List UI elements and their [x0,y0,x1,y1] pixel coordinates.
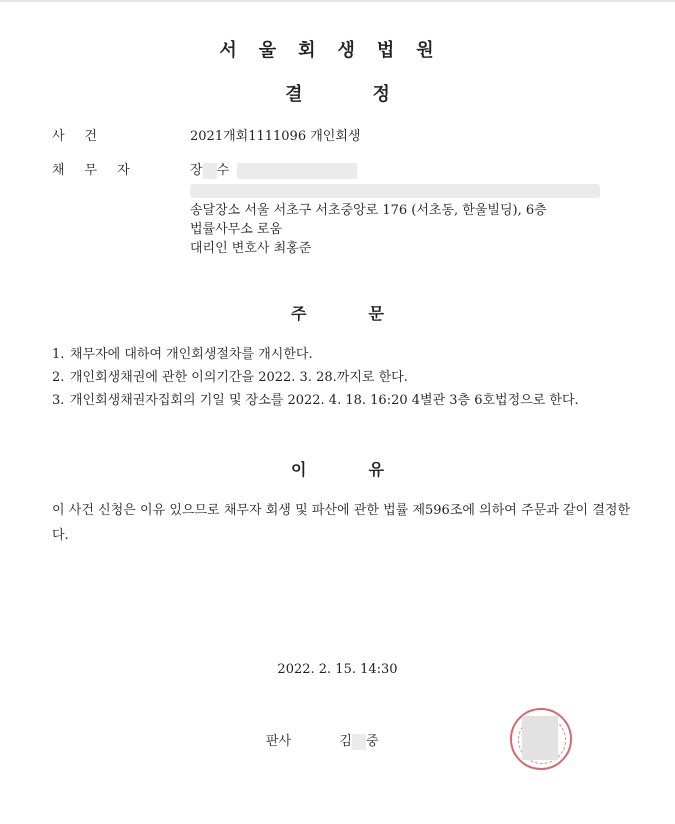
reason-heading: 이유 [291,460,446,479]
redaction-mask [203,163,217,179]
order-item-text: 채무자에 대하여 개인회생절차를 개시한다. [70,347,313,362]
order-item [52,343,632,366]
judge-name-first: 김 [339,734,352,749]
order-item-number: 1. [52,347,65,362]
debtor-name-first: 장 [190,163,203,178]
debtor-label: 채무자 [52,163,150,178]
case-label-row [52,126,117,148]
redaction-mask [352,734,366,750]
order-list [52,343,632,412]
judge-name-last: 중 [365,734,379,749]
order-item-number: 3. [52,393,65,408]
order-item-text: 개인회생채권에 관한 이의기간을 2022. 3. 28.까지로 한다. [70,370,408,385]
judge-title: 판사 [266,734,292,749]
debtor-name [190,160,357,182]
redaction-mask [237,163,357,179]
case-number: 2021개회1111096 개인회생 [190,129,361,144]
redaction-mask [190,184,600,198]
order-heading: 주문 [291,304,446,323]
judge-line [266,730,379,750]
order-item-text: 개인회생채권자집회의 기일 및 장소를 2022. 4. 18. 16:20 4별관 3층 6호법정으로 한다. [70,393,579,408]
order-item [52,366,632,389]
order-item-number: 2. [52,370,65,385]
order-item [52,389,632,412]
debtor-label-row [52,160,150,182]
legal-agent: 대리인 변호사 최홍준 [190,241,312,256]
debtor-address-redacted [190,180,600,202]
decision-date: 2022. 2. 15. 14:30 [277,662,398,677]
court-title: 서울회생법원 [219,40,456,61]
redaction-mask [522,716,558,760]
document-title: 결정 [285,84,460,105]
debtor-name-last: 수 [216,163,230,178]
service-address: 송달장소 서울 서초구 서초중앙로 176 (서초동, 한울빌딩), 6층 [190,203,547,218]
service-office: 법률사무소 로움 [190,222,283,237]
case-label: 사건 [52,129,118,144]
top-border [0,0,675,2]
reason-text: 이 사건 신청은 이유 있으므로 채무자 회생 및 파산에 관한 법률 제596조에 의하여 주문과 같이 결정한다. [52,503,630,543]
